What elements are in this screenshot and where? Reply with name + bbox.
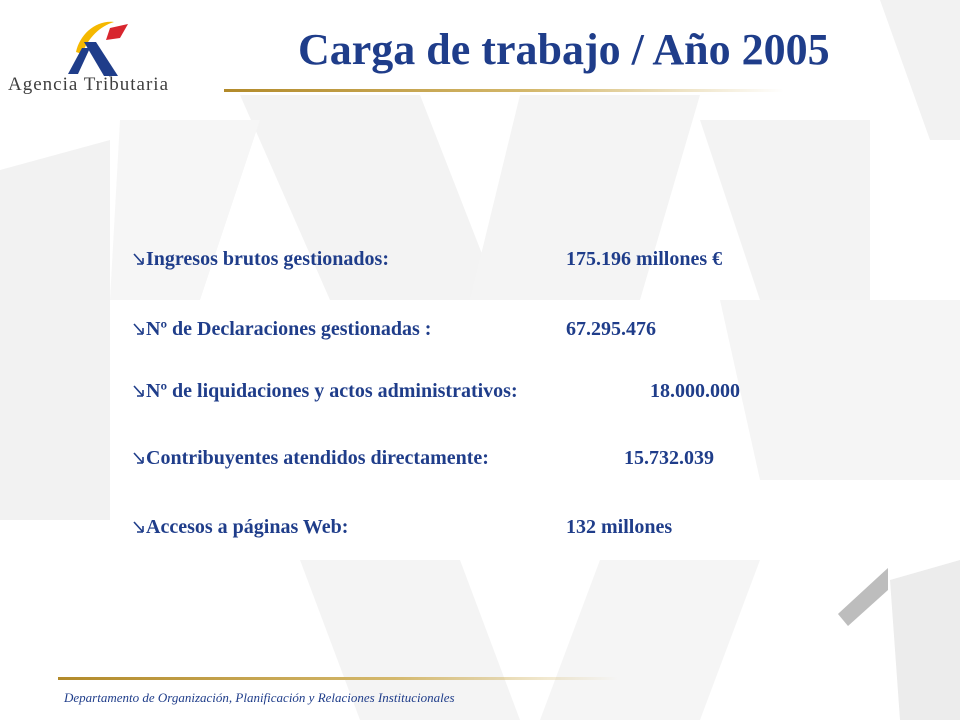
- arrow-bullet-icon: [132, 383, 146, 399]
- footer-department: Departamento de Organización, Planificación y Relaciones Institucionales: [64, 690, 455, 705]
- item-value: 132 millones: [566, 516, 673, 538]
- item-label: Nº de Declaraciones gestionadas :: [146, 318, 432, 340]
- agency-logo: [62, 14, 134, 78]
- arrow-bullet-icon: [132, 321, 146, 337]
- item-label: Ingresos brutos gestionados:: [146, 248, 389, 270]
- arrow-bullet-icon: [132, 251, 146, 267]
- item-value: 15.732.039: [624, 447, 714, 469]
- title-divider: [224, 89, 784, 92]
- item-label: Contribuyentes atendidos directamente:: [146, 447, 489, 469]
- item-label: Accesos a páginas Web:: [146, 516, 349, 538]
- arrow-bullet-icon: [132, 519, 146, 535]
- item-value: 18.000.000: [650, 380, 740, 402]
- footer-divider: [58, 677, 618, 680]
- item-value: 67.295.476: [566, 318, 656, 340]
- item-value: 175.196 millones €: [566, 248, 723, 270]
- agency-name: Agencia Tributaria: [8, 74, 170, 95]
- item-label: Nº de liquidaciones y actos administrativos:: [146, 380, 518, 402]
- arrow-bullet-icon: [132, 450, 146, 466]
- page-title: Carga de trabajo / Año 2005: [298, 25, 830, 74]
